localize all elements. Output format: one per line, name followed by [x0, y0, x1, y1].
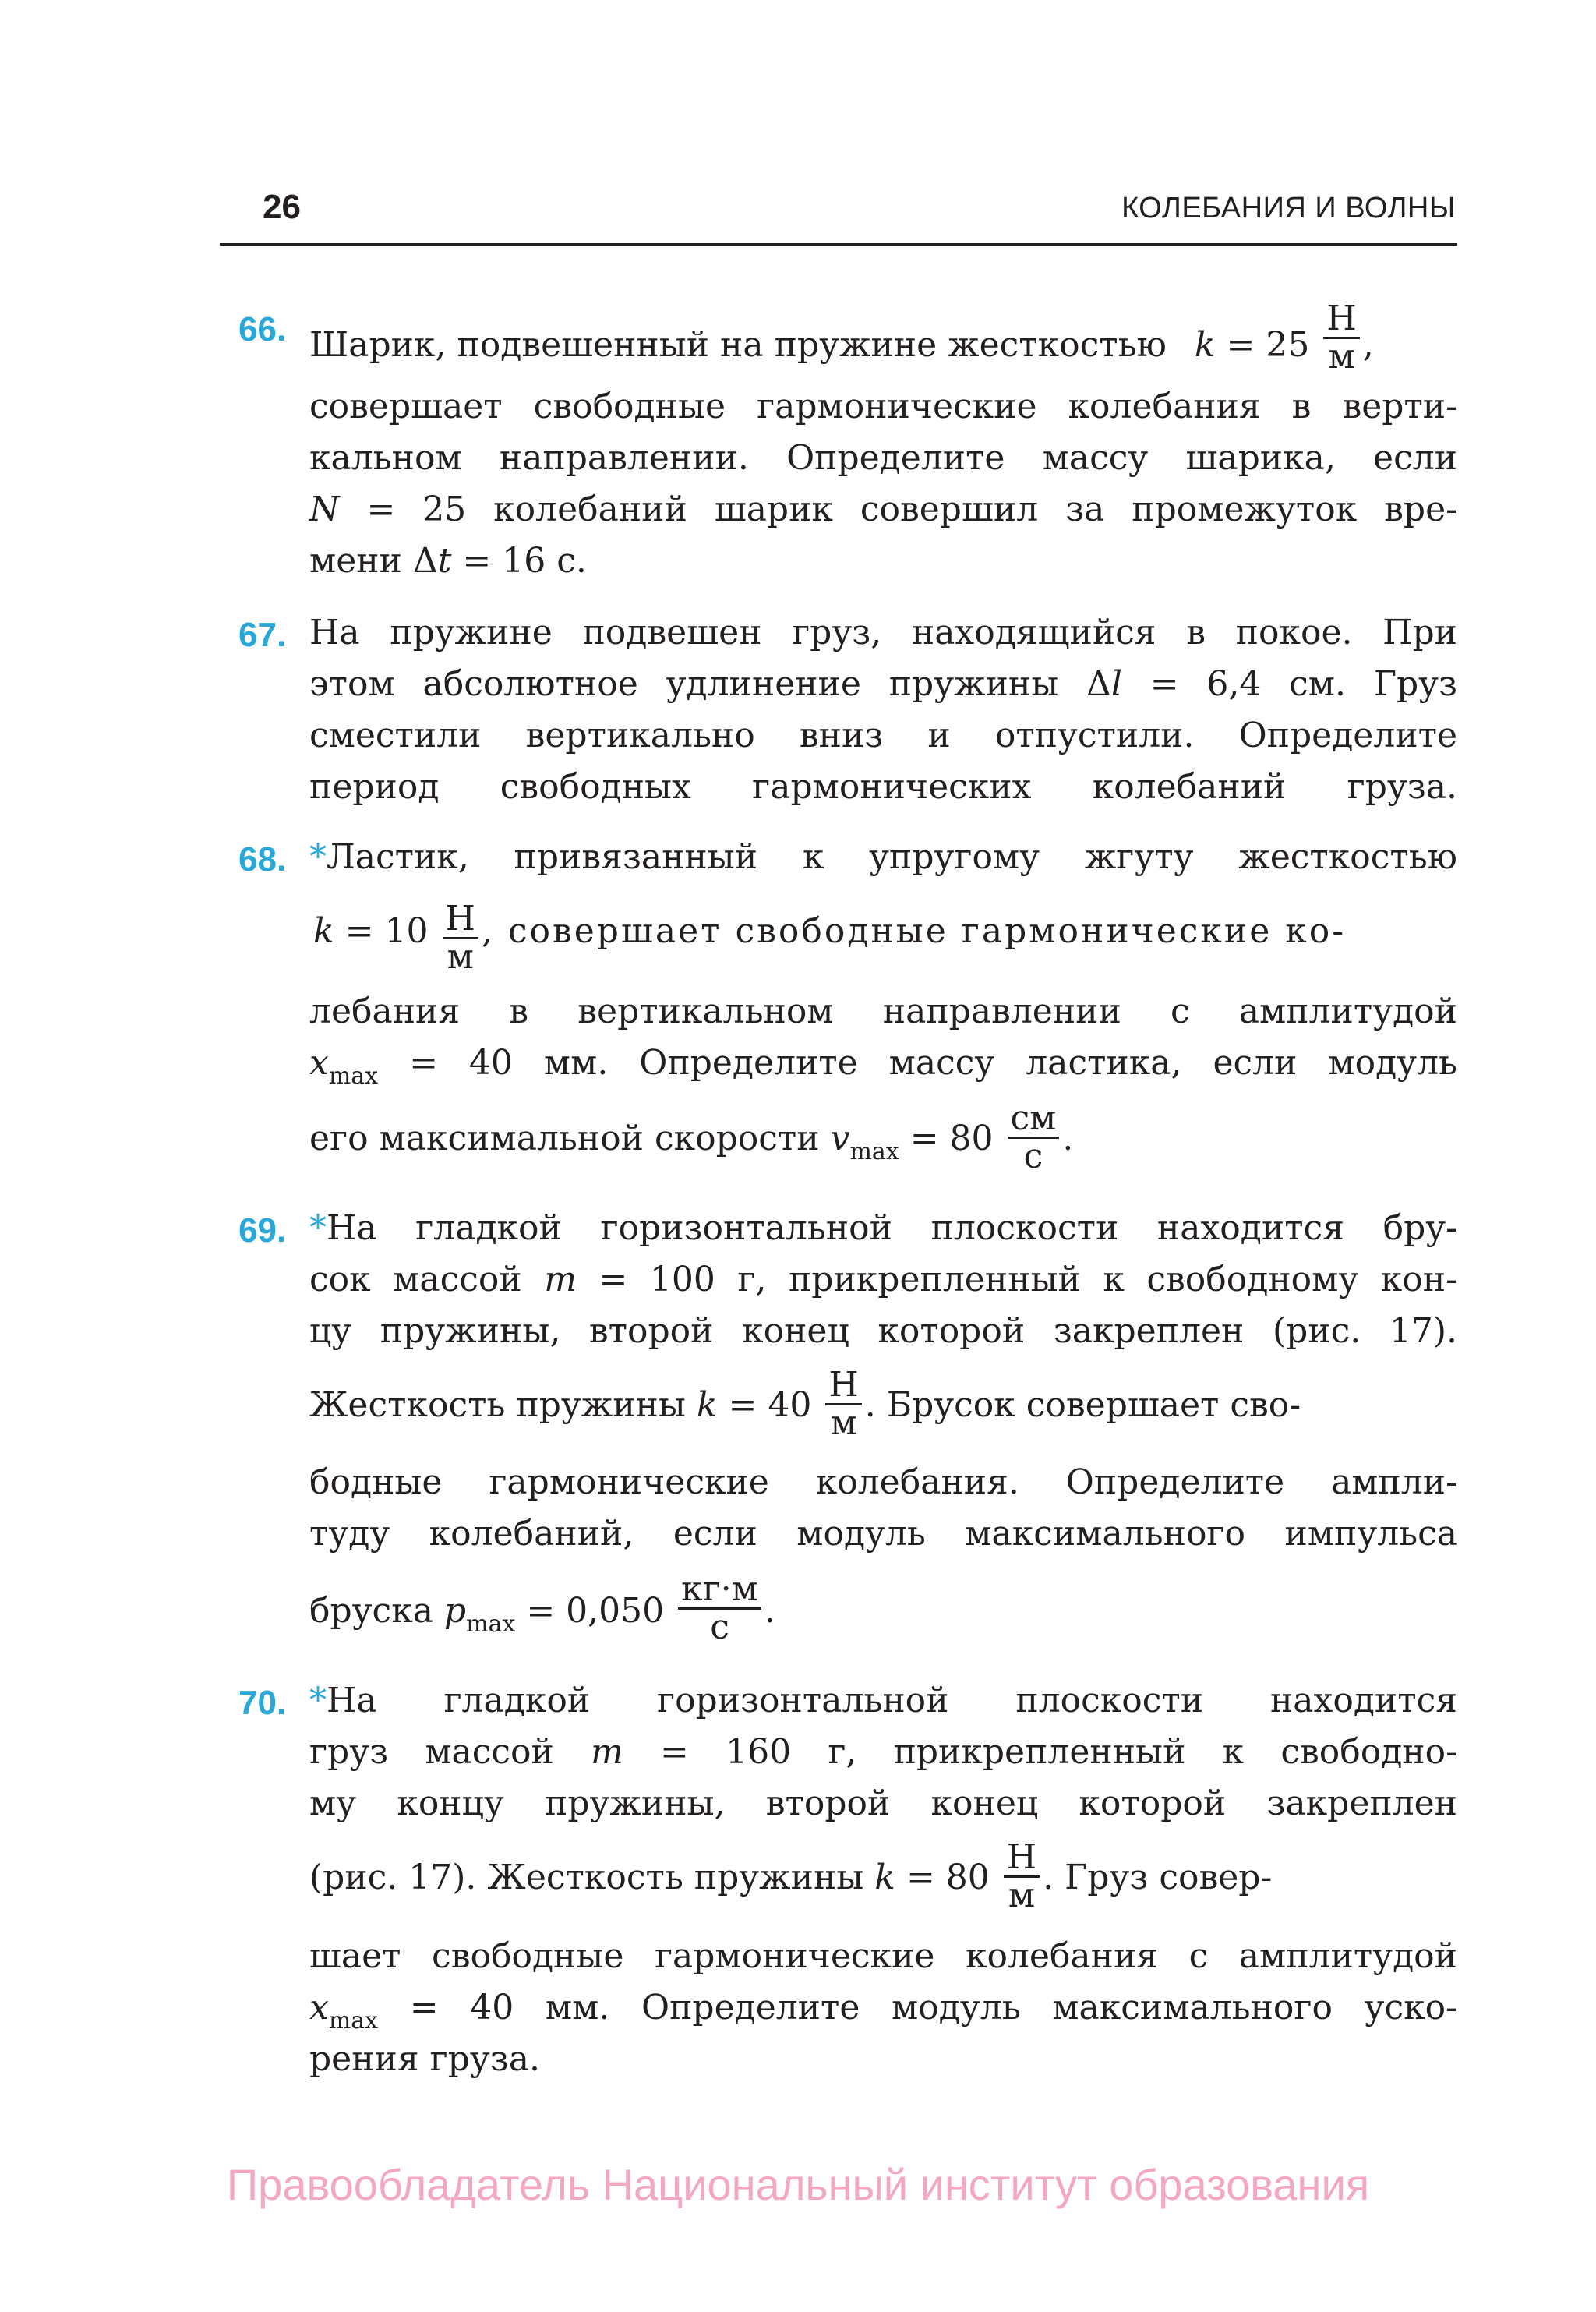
problem-66-line-1: Шарик, подвешенный на пружине жесткостью k = 25 $\frac{Н}{м}$ , — [309, 299, 1374, 377]
problem-66-line-3: кальном направлении. Определите массу шарика, если — [309, 438, 1457, 478]
problem-69-number: 69. — [238, 1211, 287, 1250]
problem-70-line-4: (рис. 17). Жесткость пружины k = 80 $\frac{Н}{м}$ . Груз совер- — [309, 1837, 1273, 1916]
problem-66-line-5: мени Δt = 16 с. — [309, 541, 587, 581]
problem-69-line-5: бодные гармонические колебания. Определите ампли- — [309, 1462, 1457, 1502]
page-number: 26 — [263, 188, 301, 226]
problem-70-line-6: $x_{max} = 40$ мм. Определите модуль максимального уско- — [309, 1988, 1457, 2034]
problem-66-line-4: N = 25 колебаний шарик совершил за промежуток вре- — [309, 490, 1457, 529]
problem-70-line-2: груз массой m = 160 г, прикрепленный к свободно- — [309, 1732, 1457, 1772]
problem-69-line-7: бруска $p_{max} = 0,050$ $\frac{кг\cdot м}{с}$ . — [309, 1569, 775, 1648]
problem-70-number: 70. — [238, 1684, 287, 1722]
unit-fraction: $\frac{кг\cdot м}{с}$ — [678, 1571, 761, 1646]
problem-67-line-3: сместили вертикально вниз и отпустили. Определите — [309, 716, 1457, 755]
problem-66-number: 66. — [238, 310, 287, 348]
unit-fraction: $\frac{Н}{м}$ — [443, 901, 478, 975]
header-divider — [220, 243, 1457, 246]
problem-67-line-2: этом абсолютное удлинение пружины Δl = 6,4 см. Груз — [309, 664, 1458, 704]
problem-70-line-1: *На гладкой горизонтальной плоскости находится — [309, 1681, 1457, 1720]
problem-68-line-3: лебания в вертикальном направлении с амплитудой — [309, 992, 1457, 1031]
problem-70-line-7: рения груза. — [309, 2039, 540, 2079]
problem-69-line-3: цу пружины, второй конец которой закреплен (рис. 17). — [309, 1311, 1457, 1351]
problem-69-line-6: туду колебаний, если модуль максимального импульса — [309, 1514, 1457, 1554]
section-title: КОЛЕБАНИЯ И ВОЛНЫ — [1121, 192, 1456, 224]
copyright-watermark: Правообладатель Национальный институт образования — [226, 2160, 1370, 2209]
problem-68-line-5: его максимальной скорости $v_{max} = 80$ $\frac{см}{с}$ . — [309, 1098, 1074, 1177]
unit-fraction: $\frac{Н}{м}$ — [825, 1367, 861, 1441]
problem-69-line-2: сок массой m = 100 г, прикрепленный к свободному кон- — [309, 1260, 1457, 1299]
unit-fraction: $\frac{см}{с}$ — [1008, 1101, 1060, 1175]
problem-67-line-1: На пружине подвешен груз, находящийся в покое. При — [309, 613, 1457, 652]
problem-70-line-5: шает свободные гармонические колебания с амплитудой — [309, 1936, 1457, 1976]
problem-67-line-4: период свободных гармонических колебаний груза. — [309, 767, 1457, 807]
problem-69-line-1: *На гладкой горизонтальной плоскости находится бру- — [309, 1208, 1457, 1248]
unit-fraction: $\frac{Н}{м}$ — [1004, 1840, 1040, 1914]
problem-66-line-2: совершает свободные гармонические колебания в верти- — [309, 387, 1457, 426]
problem-68-line-4: $x_{max} = 40$ мм. Определите массу ластика, если модуль — [309, 1043, 1457, 1090]
problem-69-line-4: Жесткость пружины k = 40 $\frac{Н}{м}$ . Брусок совершает сво- — [309, 1365, 1301, 1444]
unit-fraction: $\frac{Н}{м}$ — [1323, 301, 1359, 375]
problem-67-number: 67. — [238, 616, 287, 654]
problem-70-line-3: му концу пружины, второй конец которой закреплен — [309, 1783, 1457, 1823]
problem-68-number: 68. — [238, 840, 287, 878]
problem-68-line-1: *Ластик, привязанный к упругому жгуту жесткостью — [309, 837, 1457, 877]
problem-68-line-2: k = 10 $\frac{Н}{м}$ , совершает свободные гармонические ко- — [313, 899, 1347, 977]
